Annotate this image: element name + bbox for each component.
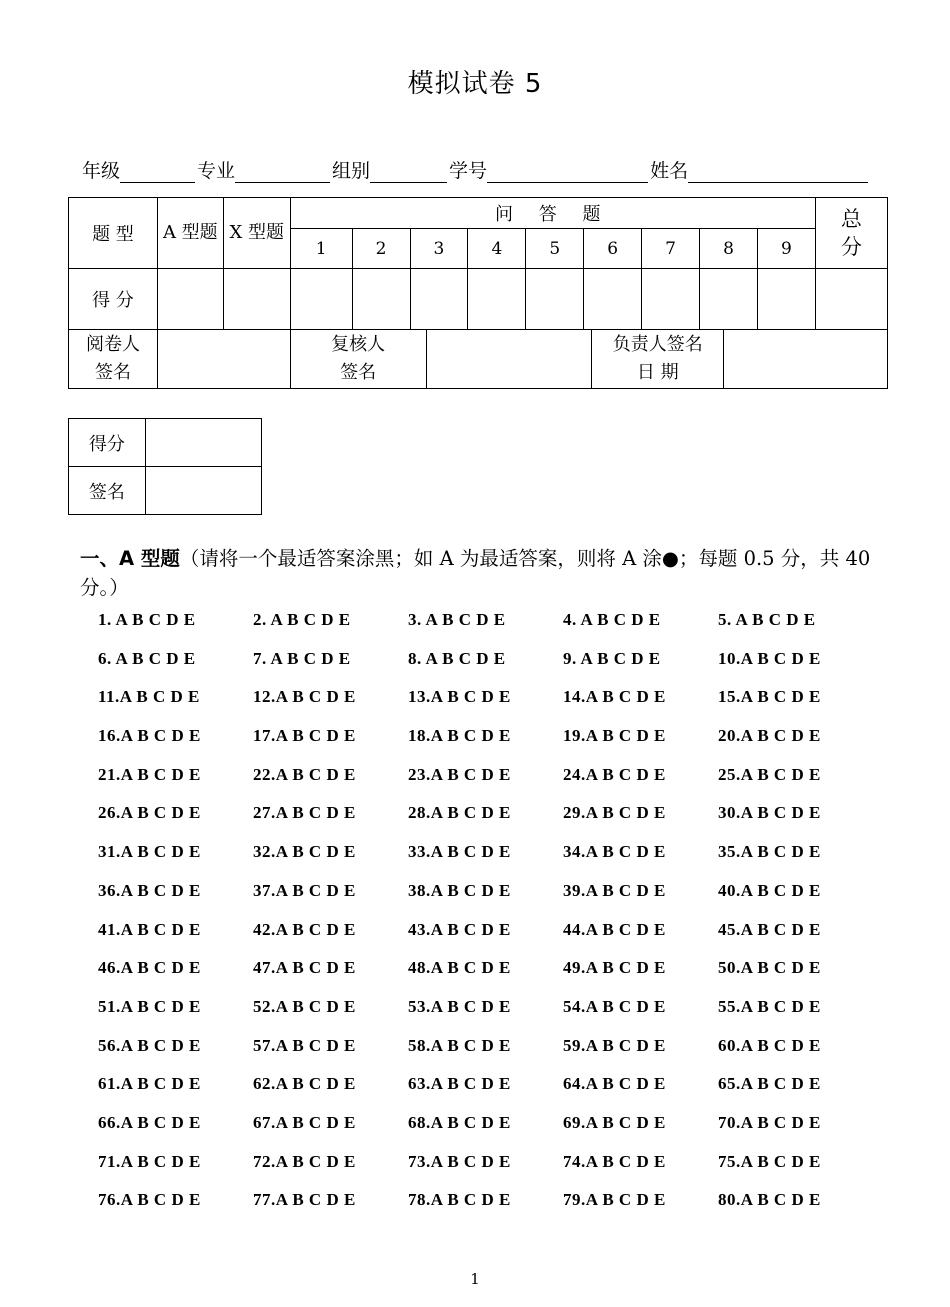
answer-option[interactable]: 40.A B C D E (718, 880, 821, 900)
answer-option[interactable]: 26.A B C D E (98, 803, 201, 823)
answer-option[interactable]: 35.A B C D E (718, 842, 821, 862)
answer-option[interactable]: 37.A B C D E (253, 880, 356, 900)
answer-option[interactable]: 53.A B C D E (408, 996, 511, 1016)
answer-option[interactable]: 42.A B C D E (253, 919, 356, 939)
qa-number: 9 (757, 229, 815, 269)
answer-option[interactable]: 50.A B C D E (718, 958, 821, 978)
group-field[interactable] (370, 162, 447, 183)
qa-number: 2 (352, 229, 410, 269)
answer-option[interactable]: 52.A B C D E (253, 996, 356, 1016)
answer-option[interactable]: 43.A B C D E (408, 919, 511, 939)
total-score-cell[interactable] (815, 269, 887, 330)
answer-row (98, 726, 898, 765)
responsible-sign-cell[interactable] (724, 330, 888, 389)
answer-option[interactable]: 11.A B C D E (98, 687, 200, 707)
answer-option[interactable]: 39.A B C D E (563, 880, 666, 900)
answer-row (98, 649, 898, 688)
answer-option[interactable]: 79.A B C D E (563, 1190, 666, 1210)
major-field[interactable] (235, 162, 330, 183)
answer-option[interactable]: 21.A B C D E (98, 764, 201, 784)
section-signature-cell[interactable] (145, 467, 261, 515)
qa-number: 8 (700, 229, 758, 269)
score-cell[interactable] (700, 269, 758, 330)
type-header: 题 型 (69, 198, 158, 269)
answer-option[interactable]: 25.A B C D E (718, 764, 821, 784)
answer-option[interactable]: 22.A B C D E (253, 764, 356, 784)
score-cell[interactable] (584, 269, 642, 330)
responsible-sign-label: 负责人签名日 期 (592, 330, 724, 389)
answer-option[interactable]: 34.A B C D E (563, 842, 666, 862)
answer-row (98, 610, 898, 649)
section-score-label: 得分 (69, 419, 146, 467)
answer-option[interactable]: 74.A B C D E (563, 1151, 666, 1171)
answer-row (98, 958, 898, 997)
answer-option[interactable]: 72.A B C D E (253, 1151, 356, 1171)
section-signature-label: 签名 (69, 467, 146, 515)
student-id-label: 学号 (449, 160, 488, 182)
answer-option[interactable]: 66.A B C D E (98, 1112, 201, 1132)
x-type-header: X 型题 (223, 198, 290, 269)
answer-option[interactable]: 7. A B C D E (253, 648, 351, 668)
major-label: 专业 (197, 160, 236, 182)
reviewer-sign-cell[interactable] (426, 330, 592, 389)
score-table (68, 197, 888, 330)
answer-option[interactable]: 3. A B C D E (408, 610, 506, 629)
answer-option[interactable]: 5. A B C D E (718, 610, 816, 629)
answer-option[interactable]: 18.A B C D E (408, 726, 511, 746)
answer-option[interactable]: 41.A B C D E (98, 919, 201, 939)
score-cell[interactable] (526, 269, 584, 330)
answer-option[interactable]: 78.A B C D E (408, 1190, 511, 1210)
reader-sign-label: 阅卷人签名 (69, 330, 158, 389)
signature-table (68, 329, 888, 389)
answer-option[interactable]: 1. A B C D E (98, 610, 196, 629)
qa-number: 1 (290, 229, 352, 269)
answer-row (98, 997, 898, 1036)
qa-number: 3 (410, 229, 468, 269)
qa-number: 5 (526, 229, 584, 269)
answer-option[interactable]: 9. A B C D E (563, 648, 661, 668)
score-row-label: 得 分 (69, 269, 158, 330)
qa-header: 问 答 题 (290, 198, 815, 229)
answer-option[interactable]: 30.A B C D E (718, 803, 821, 823)
answer-option[interactable]: 63.A B C D E (408, 1074, 511, 1094)
answer-option[interactable]: 76.A B C D E (98, 1190, 201, 1210)
answer-option[interactable]: 65.A B C D E (718, 1074, 821, 1094)
group-label: 组别 (332, 160, 371, 182)
score-cell[interactable] (468, 269, 526, 330)
answer-option[interactable]: 61.A B C D E (98, 1074, 201, 1094)
answer-option[interactable]: 58.A B C D E (408, 1035, 511, 1055)
answer-row (98, 687, 898, 726)
score-cell[interactable] (757, 269, 815, 330)
qa-number: 4 (468, 229, 526, 269)
answer-option[interactable]: 32.A B C D E (253, 842, 356, 862)
answer-option[interactable]: 16.A B C D E (98, 726, 201, 746)
answer-option[interactable]: 60.A B C D E (718, 1035, 821, 1055)
answer-option[interactable]: 48.A B C D E (408, 958, 511, 978)
answer-option[interactable]: 59.A B C D E (563, 1035, 666, 1055)
answer-option[interactable]: 20.A B C D E (718, 726, 821, 746)
answer-option[interactable]: 38.A B C D E (408, 880, 511, 900)
answer-option[interactable]: 10.A B C D E (718, 648, 821, 668)
answer-option[interactable]: 56.A B C D E (98, 1035, 201, 1055)
answer-row (98, 842, 898, 881)
answer-option[interactable]: 4. A B C D E (563, 610, 661, 629)
qa-number: 6 (584, 229, 642, 269)
answer-row (98, 920, 898, 959)
answer-option[interactable]: 64.A B C D E (563, 1074, 666, 1094)
answer-row (98, 1190, 898, 1229)
section-title: 一、A 型题 (80, 547, 180, 570)
score-cell[interactable] (290, 269, 352, 330)
answer-option[interactable]: 24.A B C D E (563, 764, 666, 784)
answer-option[interactable]: 71.A B C D E (98, 1151, 201, 1171)
answer-option[interactable]: 29.A B C D E (563, 803, 666, 823)
answer-row (98, 881, 898, 920)
section-score-table (68, 418, 262, 515)
answer-option[interactable]: 75.A B C D E (718, 1151, 821, 1171)
answer-row (98, 765, 898, 804)
section-heading (80, 544, 885, 602)
answer-option[interactable]: 8. A B C D E (408, 648, 506, 668)
answer-option[interactable]: 27.A B C D E (253, 803, 356, 823)
answer-row (98, 1074, 898, 1113)
answer-option[interactable]: 69.A B C D E (563, 1112, 666, 1132)
answer-option[interactable]: 46.A B C D E (98, 958, 201, 978)
score-cell[interactable] (352, 269, 410, 330)
answer-option[interactable]: 73.A B C D E (408, 1151, 511, 1171)
answer-option[interactable]: 47.A B C D E (253, 958, 356, 978)
score-cell[interactable] (642, 269, 700, 330)
answer-option[interactable]: 13.A B C D E (408, 687, 511, 707)
answer-option[interactable]: 51.A B C D E (98, 996, 201, 1016)
score-cell[interactable] (157, 269, 223, 330)
page-title: 模拟试卷 5 (407, 69, 543, 99)
score-cell[interactable] (410, 269, 468, 330)
answer-option[interactable]: 17.A B C D E (253, 726, 356, 746)
answer-row (98, 1113, 898, 1152)
score-cell[interactable] (223, 269, 290, 330)
section-score-cell[interactable] (145, 419, 261, 467)
answer-grid (98, 610, 898, 1229)
answer-option[interactable]: 77.A B C D E (253, 1190, 356, 1210)
answer-row (98, 803, 898, 842)
qa-number: 7 (642, 229, 700, 269)
answer-option[interactable]: 6. A B C D E (98, 648, 196, 668)
grade-field[interactable] (120, 162, 195, 183)
answer-option[interactable]: 49.A B C D E (563, 958, 666, 978)
section-instruction: （请将一个最适答案涂黑；如 A 为最适答案，则将 A 涂●；每题 0.5 分，共 40 分。） (80, 547, 871, 599)
total-header: 总分 (815, 198, 887, 269)
grade-label: 年级 (82, 160, 121, 182)
answer-option[interactable]: 12.A B C D E (253, 687, 356, 707)
answer-option[interactable]: 31.A B C D E (98, 842, 201, 862)
reader-sign-cell[interactable] (157, 330, 290, 389)
answer-option[interactable]: 80.A B C D E (718, 1190, 821, 1210)
answer-option[interactable]: 19.A B C D E (563, 726, 666, 746)
answer-option[interactable]: 62.A B C D E (253, 1074, 356, 1094)
a-type-header: A 型题 (157, 198, 223, 269)
answer-option[interactable]: 15.A B C D E (718, 687, 821, 707)
student-info-line (82, 156, 870, 183)
answer-option[interactable]: 33.A B C D E (408, 842, 511, 862)
answer-option[interactable]: 44.A B C D E (563, 919, 666, 939)
name-field[interactable] (688, 162, 868, 183)
answer-option[interactable]: 36.A B C D E (98, 880, 201, 900)
answer-option[interactable]: 28.A B C D E (408, 803, 511, 823)
answer-option[interactable]: 45.A B C D E (718, 919, 821, 939)
answer-option[interactable]: 23.A B C D E (408, 764, 511, 784)
page-number: 1 (470, 1270, 480, 1288)
answer-option[interactable]: 14.A B C D E (563, 687, 666, 707)
answer-row (98, 1152, 898, 1191)
answer-option[interactable]: 2. A B C D E (253, 610, 351, 629)
answer-option[interactable]: 57.A B C D E (253, 1035, 356, 1055)
answer-option[interactable]: 68.A B C D E (408, 1112, 511, 1132)
answer-option[interactable]: 67.A B C D E (253, 1112, 356, 1132)
answer-option[interactable]: 54.A B C D E (563, 996, 666, 1016)
answer-option[interactable]: 70.A B C D E (718, 1112, 821, 1132)
answer-row (98, 1036, 898, 1075)
reviewer-sign-label: 复核人签名 (290, 330, 426, 389)
student-id-field[interactable] (487, 162, 648, 183)
answer-option[interactable]: 55.A B C D E (718, 996, 821, 1016)
name-label: 姓名 (650, 160, 689, 182)
